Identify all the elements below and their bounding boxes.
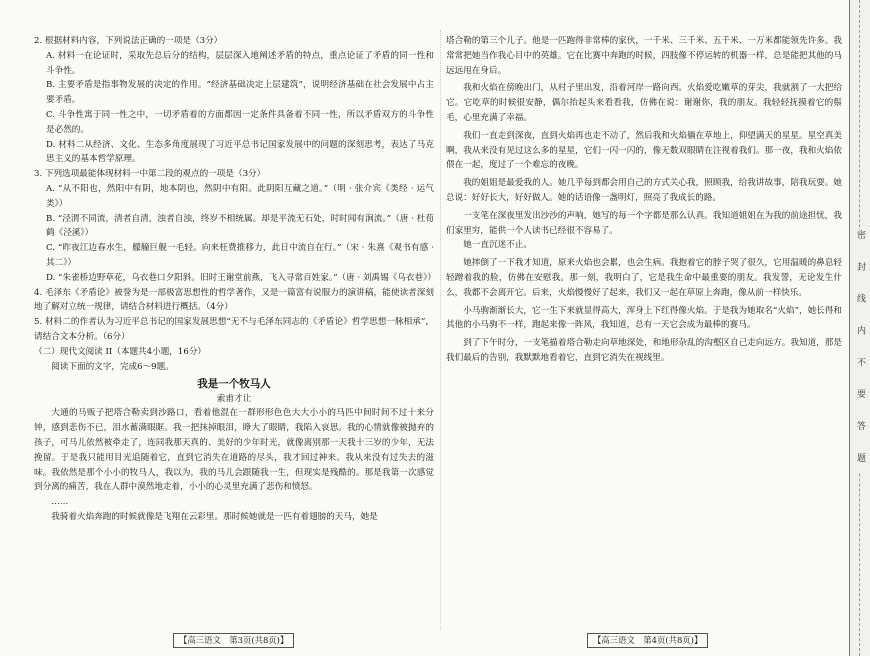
question-2-option-a: A. 材料一在论证时，采取先总后分的结构，层层深入地阐述矛盾的特点，重点论证了矛盾的同一性和斗争性。 <box>46 50 434 76</box>
article-title: 我是一个牧马人 <box>197 378 271 391</box>
article-paragraph: 我骑着火焰奔跑的时候就像是飞翔在云彩里。那时候她就是一匹有着翅膀的天马，她是 <box>51 511 378 522</box>
page-footer-left: 【高三语文 第3页(共8页)】 <box>173 633 294 648</box>
article-paragraph: 我们一直走到深夜，直到火焰再也走不动了，然后我和火焰躺在草地上，仰望满天的星星。星空真美啊，我从来没有见过这么多的星星，它们一闪一闪的，像无数双眼睛在注视着我们。那一夜，我和火焰依偎在一起，度过了一个难忘的夜晚。 <box>446 130 842 171</box>
section-heading: （二）现代文阅读 II（本题共4小题，16分） <box>34 346 207 357</box>
article-paragraph: 大通的马贩子把塔合勒卖到沙路口，看着他混在一群形形色色大大小小的马匹中间时间不过十来分钟，感到悲伤不已，泪水蓄满眼眶。我一把抹掉眼泪，睁大了眼睛，我陷入哀思。我的心情就像被抛弃的孩子，可马儿依然被牵走了，连同我那天真的、美好的少年时光，就像离别那一天我十三岁的少年，无法挽留。于是我只能用目光追随着它，直到它消失在道路的尽头，我才回过神来。我从来没有过失去的滋味。我依然是那个小小的牧马人，我以为，我的马儿会跟随我一生，但现实是残酷的。那是我第一次感觉到分离的痛苦，我在人群中漠然地走着，小小的心灵里充满了悲伤和愤怒。 <box>34 408 434 493</box>
question-3-option-c: C. “昨夜江边春水生，艨艟巨舰一毛轻。向来枉费推移力，此日中流自在行。”（宋 · 朱熹《观书有感 · 其二》） <box>46 243 434 268</box>
article-paragraph: 她摔倒了一下我才知道，原来火焰也会累，也会生病。我抱着它的脖子哭了很久，它用温暖的鼻息轻轻蹭着我的脸，仿佛在安慰我。那一刻，我明白了，它是我生命中最重要的朋友。我发誓，无论发生什么，我都不会离开它。后来，火焰慢慢好了起来，我们又一起在草原上奔跑，像从前一样快乐。 <box>446 258 842 298</box>
question-5: 5. 材料二的作者认为习近平总书记的国家发展思想“无不与毛泽东同志的《矛盾论》哲学思想一脉相承”，请结合文本分析。（6分） <box>34 317 434 342</box>
seal-line-notice: 密 封 线 内 不 要 答 题 <box>855 230 865 473</box>
article-paragraph: 她一直沉迷不止。 <box>463 240 532 251</box>
question-2-option-b: B. 主要矛盾是指事物发展的决定的作用。“经济基础决定上层建筑”，说明经济基础在社会发展中占主要矛盾。 <box>46 80 434 106</box>
article-paragraph: 塔合勒的第三个儿子。他是一匹跑得非常棒的家伙，一千米、三千米、五千米、一万米都能领先许多。我常常把她当作我心目中的英雄。它在比赛中奔跑的时候，四肢像不停运转的机器一样，总是能把其他的马远远甩在身后。 <box>446 36 842 76</box>
page-footer-right: 【高三语文 第4页(共8页)】 <box>587 633 708 648</box>
article-paragraph: 我的姐姐是最爱我的人。她几乎每到都会用自己的方式关心我，照顾我，给我讲故事，陪我玩耍。她总说：好好长大，好好做人。她的话语像一盏明灯，照亮了我成长的路。 <box>446 178 842 203</box>
question-4: 4. 毛泽东《矛盾论》被誉为是一部极富思想性的哲学著作，又是一篇富有说服力的演讲稿，能使读者深刻地了解对立统一规律，请结合材料进行概括。（4分） <box>34 287 434 313</box>
reading-instruction: 阅读下面的文字，完成6～9题。 <box>51 361 174 372</box>
article-ellipsis: …… <box>51 497 69 508</box>
seal-line-sidebar <box>849 0 870 656</box>
article-author: 索甫才让 <box>216 394 252 405</box>
question-3-option-b: B. “泾渭不同流，清者自清，浊者自浊，终岁不相统属。却是平流无石处，时时闻有涧流。”（唐 · 杜荀鹤《泾溪》） <box>46 213 434 239</box>
question-2-option-c: C. 斗争性寓于同一性之中，一切矛盾着的方面都因一定条件具备着不同一性，所以矛盾双方的斗争性是必然的。 <box>46 109 434 135</box>
article-paragraph: 小马驹渐渐长大，它一生下来就显得高大，浑身上下红得像火焰。于是我为她取名“火焰”，她长得和其他的小马驹不一样，跑起来像一阵风，我知道，总有一天它会成为最棒的赛马。 <box>446 305 842 331</box>
question-3-option-d: D. “朱雀桥边野草花，乌衣巷口夕阳斜。旧时王谢堂前燕，飞入寻常百姓家。”（唐 · 刘禹锡《乌衣巷》） <box>46 272 436 283</box>
page-divider <box>440 30 441 630</box>
left-page <box>34 34 434 525</box>
article-paragraph: 我和火焰在傍晚出门，从村子里出发，沿着河岸一路向西。火焰爱吃嫩草的芽尖，我就割了一大把给它。它吃草的时候很安静，偶尔抬起头来看看我，仿佛在说：谢谢你，我的朋友。我轻轻抚摸着它的鬃毛，心里充满了幸福。 <box>446 83 842 123</box>
article-paragraph: 到了下午时分，一支笔描着塔合勒走向草地深处，和地形杂乱的沟壑区自己走向远方。我知道，那是我们最后的告别，我默默地看着它，直到它消失在视线里。 <box>446 338 842 363</box>
article-paragraph: 一支笔在深夜里发出沙沙的声响，她写的每一个字都是那么认真。我知道姐姐在为我的前途担忧，我们家里穷，能供一个人读书已经很不容易了。 <box>446 210 842 236</box>
question-3-stem: 3. 下列选项最能体现材料一中第二段的观点的一项是（3分） <box>34 169 266 180</box>
question-2-option-d: D. 材料二从经济、文化、生态多角度展现了习近平总书记国家发展中的问题的深刻思考，表达了马克思主义的基本哲学原理。 <box>46 139 434 165</box>
right-page <box>446 34 842 366</box>
question-3-option-a: A. “从不阳也，然阳中有阴，地本阴也，然阴中有阳。此阴阳互藏之道。”（明 · 张介宾《类经 · 运气类》） <box>46 183 434 209</box>
question-2-stem: 2. 根据材料内容，下列说法正确的一项是（3分） <box>34 36 223 46</box>
